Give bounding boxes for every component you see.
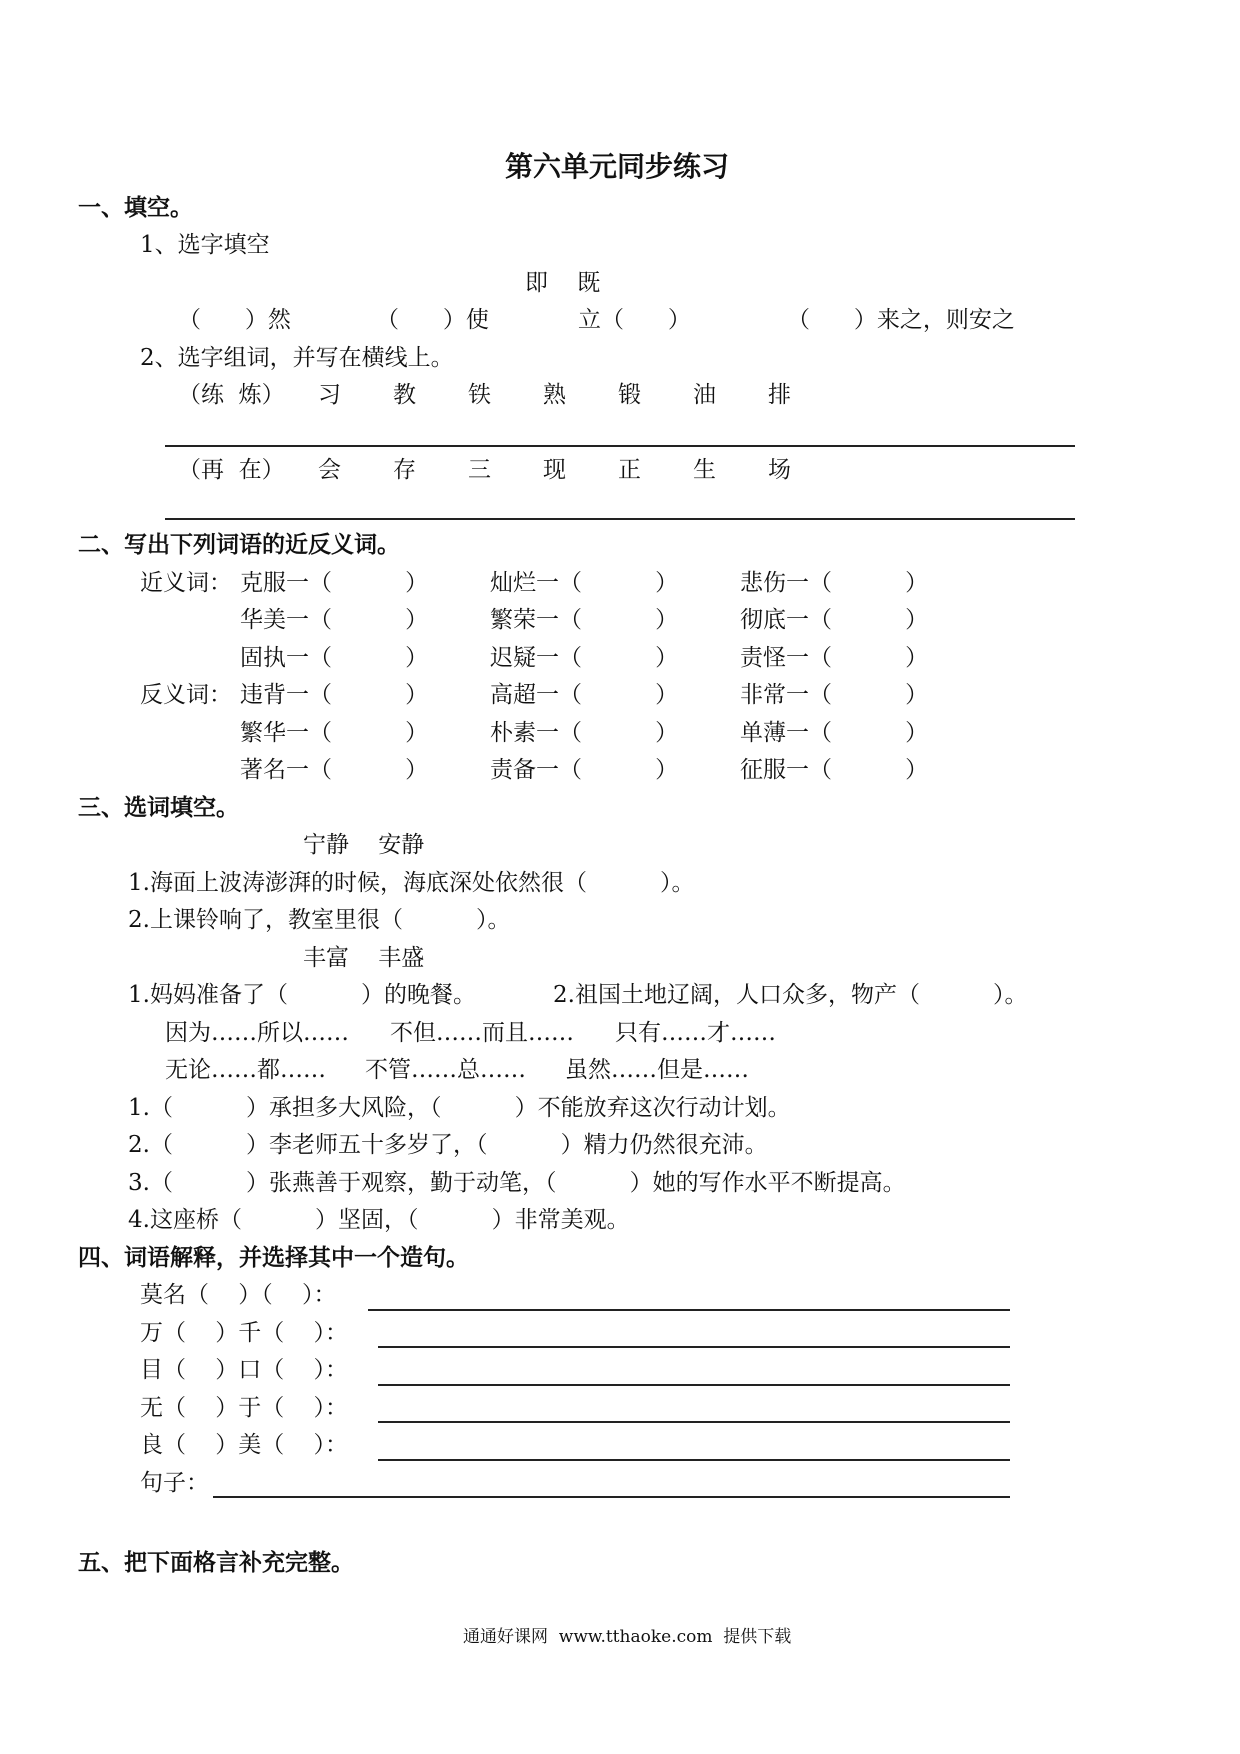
word-char: 习 bbox=[318, 382, 341, 408]
word-item: 征服一（ ） bbox=[740, 757, 929, 783]
sentence-label: 句子： bbox=[140, 1470, 209, 1496]
section-4-heading: 四、词语解释，并选择其中一个造句。 bbox=[78, 1244, 469, 1271]
word-char: 会 bbox=[318, 457, 341, 483]
word-item: 固执一（ ） bbox=[240, 645, 429, 671]
char-pair: （练 炼） bbox=[178, 382, 285, 408]
word-item: 责怪一（ ） bbox=[740, 645, 929, 671]
word-item: 华美一（ ） bbox=[240, 607, 429, 633]
word-item: 迟疑一（ ） bbox=[490, 645, 679, 671]
conjunction: 因为……所以…… bbox=[165, 1020, 349, 1046]
word-char: 三 bbox=[468, 457, 491, 483]
word-char: 现 bbox=[543, 457, 566, 483]
question-2-prompt: 2、选字组词，并写在横线上。 bbox=[140, 345, 454, 371]
sentence: 4.这座桥（ ）坚固，（ ）非常美观。 bbox=[128, 1207, 630, 1233]
synonym-label: 近义词： bbox=[140, 570, 232, 596]
word-char: 熟 bbox=[543, 382, 566, 408]
word-choices: 丰富 丰盛 bbox=[303, 945, 425, 971]
answer-line[interactable] bbox=[378, 1384, 1010, 1386]
fill-item: （ ）使 bbox=[376, 307, 489, 333]
conjunction: 不管……总…… bbox=[365, 1057, 526, 1083]
conjunction: 无论……都…… bbox=[165, 1057, 326, 1083]
fill-item: 立（ ） bbox=[578, 307, 691, 333]
word-char: 生 bbox=[693, 457, 716, 483]
word-char: 铁 bbox=[468, 382, 491, 408]
word-char: 正 bbox=[618, 457, 641, 483]
word-item: 著名一（ ） bbox=[240, 757, 429, 783]
answer-line[interactable] bbox=[165, 518, 1075, 520]
word-item: 繁华一（ ） bbox=[240, 720, 429, 746]
word-choices: 宁静 安静 bbox=[303, 832, 425, 858]
word-item: 单薄一（ ） bbox=[740, 720, 929, 746]
fill-item: （ ）然 bbox=[178, 307, 291, 333]
word-item: 灿烂一（ ） bbox=[490, 570, 679, 596]
word-char: 锻 bbox=[618, 382, 641, 408]
answer-line[interactable] bbox=[378, 1459, 1010, 1461]
word-char: 教 bbox=[393, 382, 416, 408]
section-5-heading: 五、把下面格言补充完整。 bbox=[78, 1549, 354, 1576]
word-item: 繁荣一（ ） bbox=[490, 607, 679, 633]
word-item: 高超一（ ） bbox=[490, 682, 679, 708]
answer-line[interactable] bbox=[368, 1309, 1010, 1311]
answer-line[interactable] bbox=[378, 1421, 1010, 1423]
conjunction: 只有……才…… bbox=[615, 1020, 776, 1046]
answer-line[interactable] bbox=[213, 1496, 1010, 1498]
sentence: 3.（ ）张燕善于观察，勤于动笔，（ ）她的写作水平不断提高。 bbox=[128, 1170, 906, 1196]
word-char: 油 bbox=[693, 382, 716, 408]
idiom-item: 万（ ）千（ ）： bbox=[140, 1320, 348, 1346]
sentence: 2.祖国土地辽阔，人口众多，物产（ ）。 bbox=[553, 982, 1028, 1008]
word-item: 彻底一（ ） bbox=[740, 607, 929, 633]
page-title: 第六单元同步练习 bbox=[505, 150, 730, 183]
answer-line[interactable] bbox=[165, 445, 1075, 447]
section-3-heading: 三、选词填空。 bbox=[78, 794, 239, 821]
word-char: 场 bbox=[768, 457, 791, 483]
section-2-heading: 二、写出下列词语的近反义词。 bbox=[78, 531, 400, 558]
fill-item: （ ）来之，则安之 bbox=[787, 307, 1015, 333]
sentence: 2.上课铃响了，教室里很（ ）。 bbox=[128, 907, 511, 933]
idiom-item: 目（ ）口（ ）： bbox=[140, 1357, 348, 1383]
word-item: 悲伤一（ ） bbox=[740, 570, 929, 596]
idiom-item: 良（ ）美（ ）： bbox=[140, 1432, 348, 1458]
word-item: 朴素一（ ） bbox=[490, 720, 679, 746]
antonym-label: 反义词： bbox=[140, 682, 232, 708]
section-1-heading: 一、填空。 bbox=[78, 194, 193, 221]
question-1-prompt: 1、选字填空 bbox=[140, 232, 270, 258]
answer-line[interactable] bbox=[378, 1346, 1010, 1348]
char-choices: 即 既 bbox=[525, 270, 601, 296]
word-item: 克服一（ ） bbox=[240, 570, 429, 596]
char-pair: （再 在） bbox=[178, 457, 285, 483]
sentence: 1.海面上波涛澎湃的时候，海底深处依然很（ ）。 bbox=[128, 870, 695, 896]
idiom-item: 无（ ）于（ ）： bbox=[140, 1395, 348, 1421]
conjunction: 不但……而且…… bbox=[390, 1020, 574, 1046]
word-item: 违背一（ ） bbox=[240, 682, 429, 708]
conjunction: 虽然……但是…… bbox=[565, 1057, 749, 1083]
sentence: 1.妈妈准备了（ ）的晚餐。 bbox=[128, 982, 477, 1008]
idiom-item: 莫名（ ）（ ）： bbox=[140, 1282, 337, 1308]
word-char: 存 bbox=[393, 457, 416, 483]
word-item: 非常一（ ） bbox=[740, 682, 929, 708]
sentence: 1.（ ）承担多大风险，（ ）不能放弃这次行动计划。 bbox=[128, 1095, 791, 1121]
word-item: 责备一（ ） bbox=[490, 757, 679, 783]
sentence: 2.（ ）李老师五十多岁了，（ ）精力仍然很充沛。 bbox=[128, 1132, 768, 1158]
word-char: 排 bbox=[768, 382, 791, 408]
footer-text: 通通好课网 www.tthaoke.com 提供下载 bbox=[463, 1627, 792, 1647]
